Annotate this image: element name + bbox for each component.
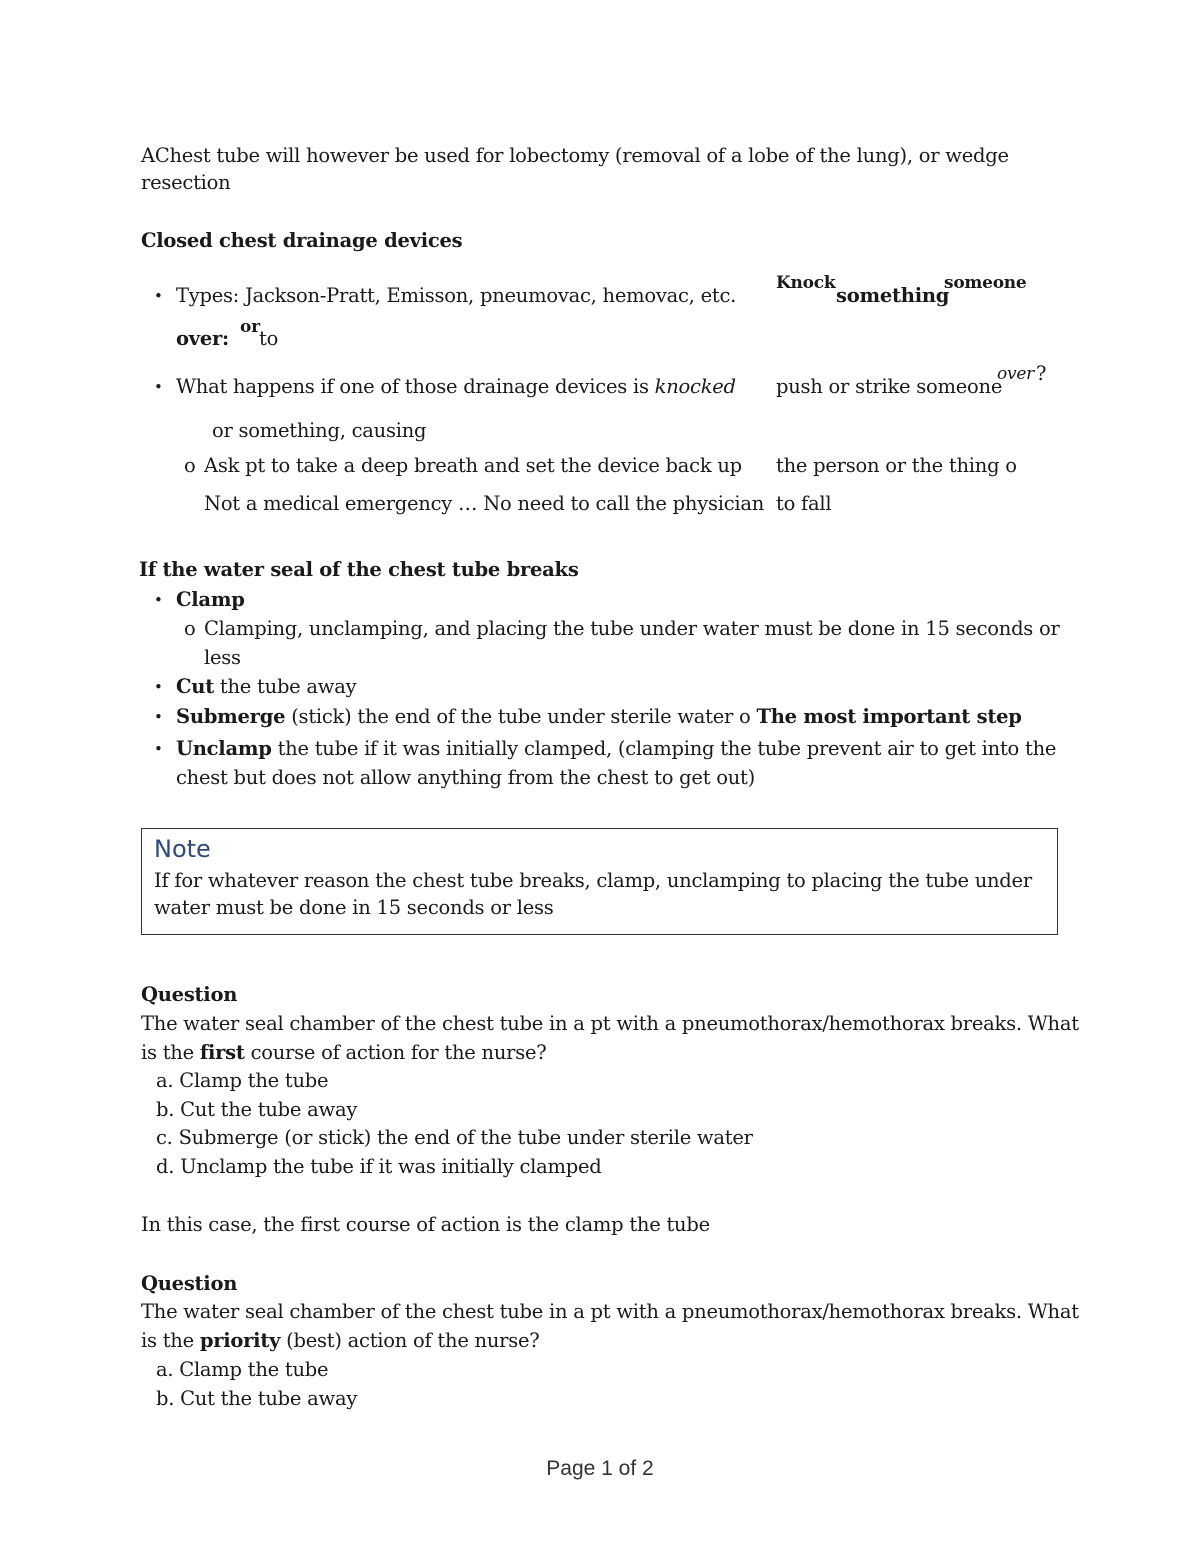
bullet: •	[154, 378, 163, 396]
ask-pt: Ask pt to take a deep breath and set the device back up	[204, 454, 742, 477]
bullet: •	[154, 740, 163, 758]
bullet: •	[154, 287, 163, 305]
def-push: push or strike someone	[776, 375, 1003, 398]
question-1-line-2	[141, 1040, 546, 1066]
unclamp-bold: Unclamp	[176, 737, 272, 760]
knocked-word: knocked	[654, 375, 736, 398]
unclamp-rest: the tube if it was initially clamped, (clamping the tube prevent air to get into the	[271, 737, 1057, 760]
question-1-option: b. Cut the tube away	[156, 1098, 358, 1121]
bullet: •	[154, 678, 163, 696]
sub-bullet: o	[184, 617, 196, 640]
cut-rest: the tube away	[213, 675, 357, 698]
question-1-label: Question	[141, 983, 238, 1006]
question-1-answer: In this case, the first course of action is the clamp the tube	[141, 1213, 710, 1236]
question-2-option: a. Clamp the tube	[156, 1358, 329, 1381]
unclamp-line-2: chest but does not allow anything from the chest to get out)	[176, 766, 755, 789]
q1-prefix: is the	[141, 1041, 200, 1064]
question-2-label: Question	[141, 1272, 238, 1295]
drainage-heading: Closed chest drainage devices	[141, 229, 463, 252]
or-superscript: or	[240, 317, 260, 337]
submerge-important: The most important step	[756, 705, 1022, 728]
def-fall: to fall	[776, 492, 832, 515]
or-something: or something, causing	[212, 419, 427, 442]
submerge-step	[176, 704, 1022, 730]
question-1-option: a. Clamp the tube	[156, 1069, 329, 1092]
def-qmark: ?	[1036, 362, 1047, 385]
question-1-option: d. Unclamp the tube if it was initially clamped	[156, 1155, 602, 1178]
page-footer: Page 1 of 2	[546, 1457, 654, 1480]
note-title: Note	[154, 835, 211, 863]
question-1-option: c. Submerge (or stick) the end of the tube under sterile water	[156, 1126, 753, 1149]
question-2-option: b. Cut the tube away	[156, 1387, 358, 1410]
clamp-step: Clamp	[176, 588, 245, 611]
drainage-types: Types: Jackson-Pratt, Emisson, pneumovac, hemovac, etc.	[176, 284, 737, 307]
unclamp-step	[176, 736, 1056, 762]
def-person: the person or the thing o	[776, 454, 1017, 477]
note-line-2: water must be done in 15 seconds or less	[154, 896, 554, 919]
q2-prefix: is the	[141, 1329, 200, 1352]
knocked-question	[176, 374, 736, 400]
q2-rest: (best) action of the nurse?	[280, 1329, 540, 1352]
intro-line-1: AChest tube will however be used for lobectomy (removal of a lobe of the lung), or wedge	[141, 144, 1009, 167]
def-knock: Knock	[776, 273, 836, 293]
cut-step	[176, 674, 356, 700]
submerge-bold: Submerge	[176, 705, 286, 728]
def-something: something	[836, 284, 950, 307]
note-line-1: If for whatever reason the chest tube breaks, clamp, unclamping to placing the tube under	[154, 869, 1032, 892]
sub-bullet: o	[184, 454, 196, 477]
q2-bold: priority	[199, 1329, 281, 1352]
water-seal-heading: If the water seal of the chest tube breaks	[139, 558, 579, 581]
clamp-sub-line-1: Clamping, unclamping, and placing the tube under water must be done in 15 seconds or	[204, 617, 1060, 640]
over-label: over:	[176, 327, 229, 350]
q1-bold: first	[199, 1041, 245, 1064]
def-over-superscript: over	[997, 364, 1035, 384]
def-someone: someone	[944, 273, 1027, 293]
not-emergency: Not a medical emergency … No need to call the physician	[204, 492, 765, 515]
to-text: to	[259, 327, 279, 350]
q1-rest: course of action for the nurse?	[244, 1041, 547, 1064]
question-2-line-2	[141, 1328, 540, 1354]
knocked-question-text: What happens if one of those drainage devices is	[176, 375, 655, 398]
bullet: •	[154, 591, 163, 609]
clamp-sub-line-2: less	[204, 646, 241, 669]
question-1-line-1: The water seal chamber of the chest tube in a pt with a pneumothorax/hemothorax breaks. What	[141, 1012, 1079, 1035]
intro-line-2: resection	[141, 171, 231, 194]
bullet: •	[154, 708, 163, 726]
submerge-rest: (stick) the end of the tube under sterile water o	[285, 705, 757, 728]
cut-bold: Cut	[176, 675, 214, 698]
question-2-line-1: The water seal chamber of the chest tube in a pt with a pneumothorax/hemothorax breaks. What	[141, 1300, 1079, 1323]
